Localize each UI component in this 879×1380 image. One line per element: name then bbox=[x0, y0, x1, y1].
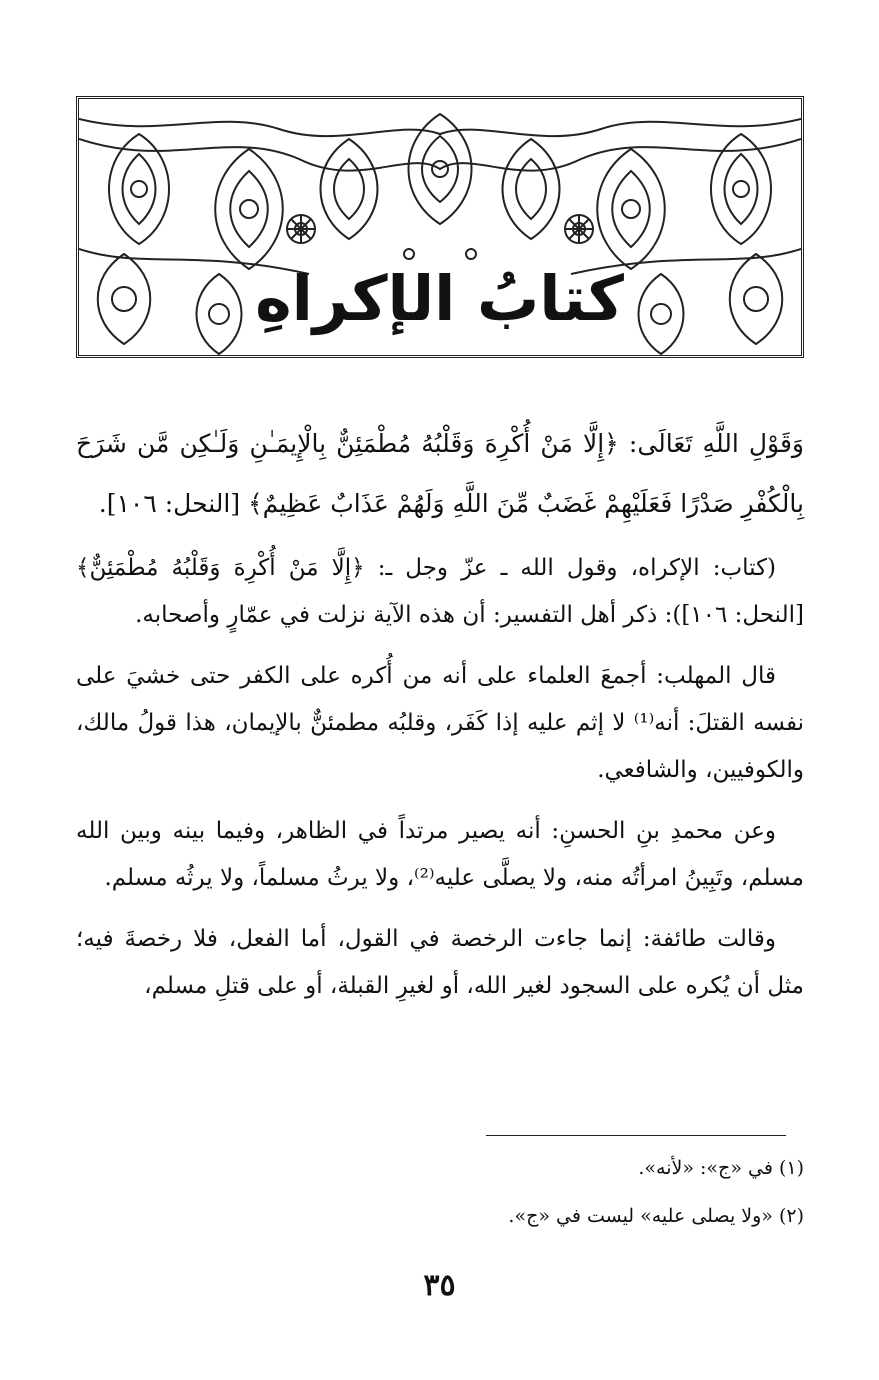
verse-text: وَقَوْلِ اللَّهِ تَعَالَى: ﴿إِلَّا مَنْ أُكْرِهَ وَقَلْبُهُ مُطْمَئِنٌّ بِالْإِيمَـٰنِ وَلَـٰكِن مَّن شَرَحَ بِالْكُفْرِ صَدْرًا فَعَلَيْهِمْ غَضَبٌ مِّنَ اللَّهِ وَلَهُمْ عَذَابٌ عَظِيمٌ﴾ [النحل: ١٠٦]. bbox=[76, 429, 804, 518]
page-number: ٣٥ bbox=[423, 1268, 456, 1303]
quran-verse bbox=[76, 414, 804, 548]
chapter-title: كتابُ الإكراهِ bbox=[255, 262, 624, 335]
paragraph-3: وعن محمدِ بنِ الحسنِ: أنه يصير مرتداً في الظاهر، وفيما بينه وبين الله مسلم، وتَبِينُ امرأتُه منه، ولا يصلَّى عليه⁽²⁾، ولا يرثُ مسلماً، ولا يرثُه مسلم. bbox=[76, 818, 804, 891]
footnote-divider bbox=[486, 1135, 786, 1136]
paragraph-4: وقالت طائفة: إنما جاءت الرخصة في القول، أما الفعل، فلا رخصةَ فيه؛ مثل أن يُكره على السجود لغير الله، أو لغيرِ القبلة، أو على قتلِ مسلم، bbox=[76, 926, 804, 999]
paragraph-2: قال المهلب: أجمعَ العلماء على أنه من أُكره على الكفر حتى خشيَ على نفسه القتلَ: أنه⁽¹⁾ لا إثم عليه إذا كَفَر، وقلبُه مطمئنٌّ بالإيمان، هذا قولُ مالك، والكوفيين، والشافعي. bbox=[76, 663, 805, 783]
commentary-body bbox=[76, 545, 804, 1024]
footnote-2: (٢) «ولا يصلى عليه» ليست في «ج». bbox=[508, 1205, 804, 1227]
paragraph-1: (كتاب: الإكراه، وقول الله ـ عزّ وجل ـ: ﴿إِلَّا مَنْ أُكْرِهَ وَقَلْبُهُ مُطْمَئِنٌّ﴾ [النحل: ١٠٦]): ذكر أهل التفسير: أن هذه الآية نزلت في عمّارٍ وأصحابه. bbox=[76, 555, 804, 628]
footnote-1: (١) في «ج»: «لأنه». bbox=[638, 1157, 804, 1179]
